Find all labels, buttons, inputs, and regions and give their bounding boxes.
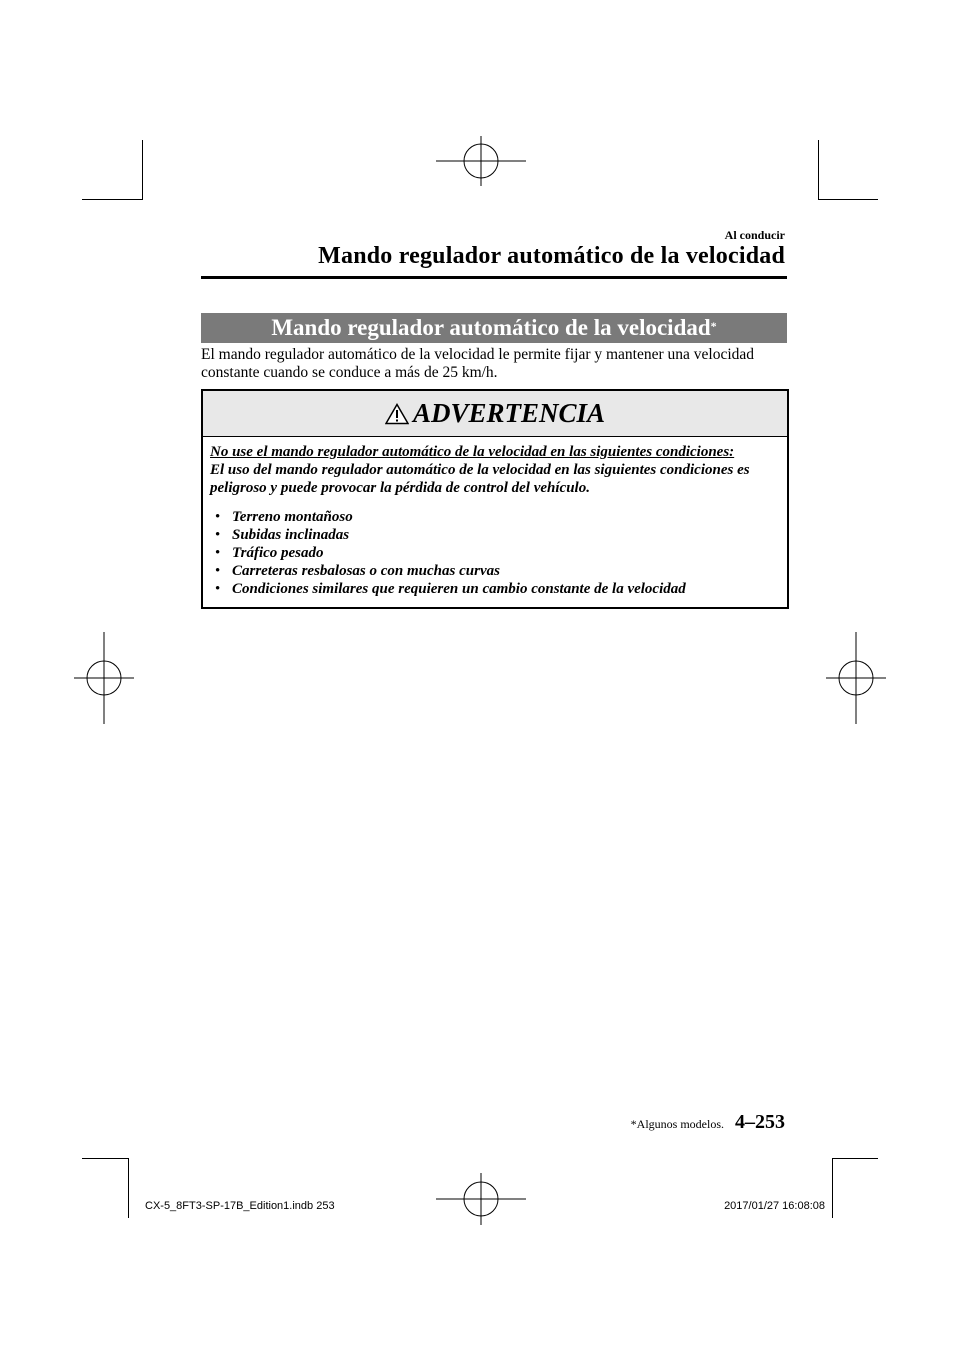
bullet: • <box>215 563 221 579</box>
registration-target-icon <box>74 632 134 724</box>
slug-file: CX-5_8FT3-SP-17B_Edition1.indb 253 <box>145 1200 335 1212</box>
warning-box <box>201 389 789 609</box>
warning-triangle-icon <box>385 403 409 425</box>
warning-lead: No use el mando regulador automático de la velocidad en las siguientes condiciones: <box>210 444 735 460</box>
list-item <box>210 580 784 598</box>
bullet: • <box>215 545 221 561</box>
crop-mark <box>832 1158 833 1218</box>
bullet: • <box>215 581 221 597</box>
crop-mark <box>832 1158 878 1159</box>
list-item <box>210 526 784 544</box>
list-item-text: Tráfico pesado <box>232 545 324 561</box>
list-item <box>210 544 784 562</box>
list-item-text: Carreteras resbalosas o con muchas curvas <box>232 563 500 579</box>
crop-mark <box>128 1158 129 1218</box>
footnote: *Algunos modelos. <box>630 1117 724 1131</box>
registration-target-icon <box>436 1173 526 1225</box>
section-title: Mando regulador automático de la velocidad <box>271 315 711 340</box>
warning-header <box>203 391 787 437</box>
list-item <box>210 508 784 526</box>
list-item <box>210 562 784 580</box>
crop-mark <box>82 1158 129 1159</box>
crop-mark <box>818 199 878 200</box>
slug-date: 2017/01/27 16:08:08 <box>724 1200 825 1212</box>
list-item-text: Subidas inclinadas <box>232 527 350 543</box>
section-title-bar <box>201 313 787 343</box>
section-title-mark: * <box>710 319 717 333</box>
running-title: Mando regulador automático de la velocidad <box>318 243 785 269</box>
registration-target-icon <box>826 632 886 724</box>
crop-mark <box>142 140 143 200</box>
registration-target-icon <box>436 136 526 186</box>
crop-mark <box>818 140 819 200</box>
page-number: 4–253 <box>735 1111 785 1133</box>
list-item-text: Condiciones similares que requieren un cambio constante de la velocidad <box>232 581 686 597</box>
intro-paragraph: El mando regulador automático de la velocidad le permite fijar y mantener una velocidad constante cuando se conduce a más de 25 km/h. <box>201 346 755 381</box>
warning-title: ADVERTENCIA <box>412 398 606 428</box>
bullet: • <box>215 527 221 543</box>
list-item-text: Terreno montañoso <box>232 509 353 525</box>
warning-text: El uso del mando regulador automático de la velocidad en las siguientes condiciones es peligroso y puede provocar la pérdida de control del vehículo. <box>210 462 750 496</box>
warning-list <box>210 508 784 598</box>
warning-body <box>210 443 784 598</box>
header-rule <box>201 276 787 279</box>
bullet: • <box>215 509 221 525</box>
crop-mark <box>82 199 142 200</box>
section-kicker: Al conducir <box>724 228 785 242</box>
